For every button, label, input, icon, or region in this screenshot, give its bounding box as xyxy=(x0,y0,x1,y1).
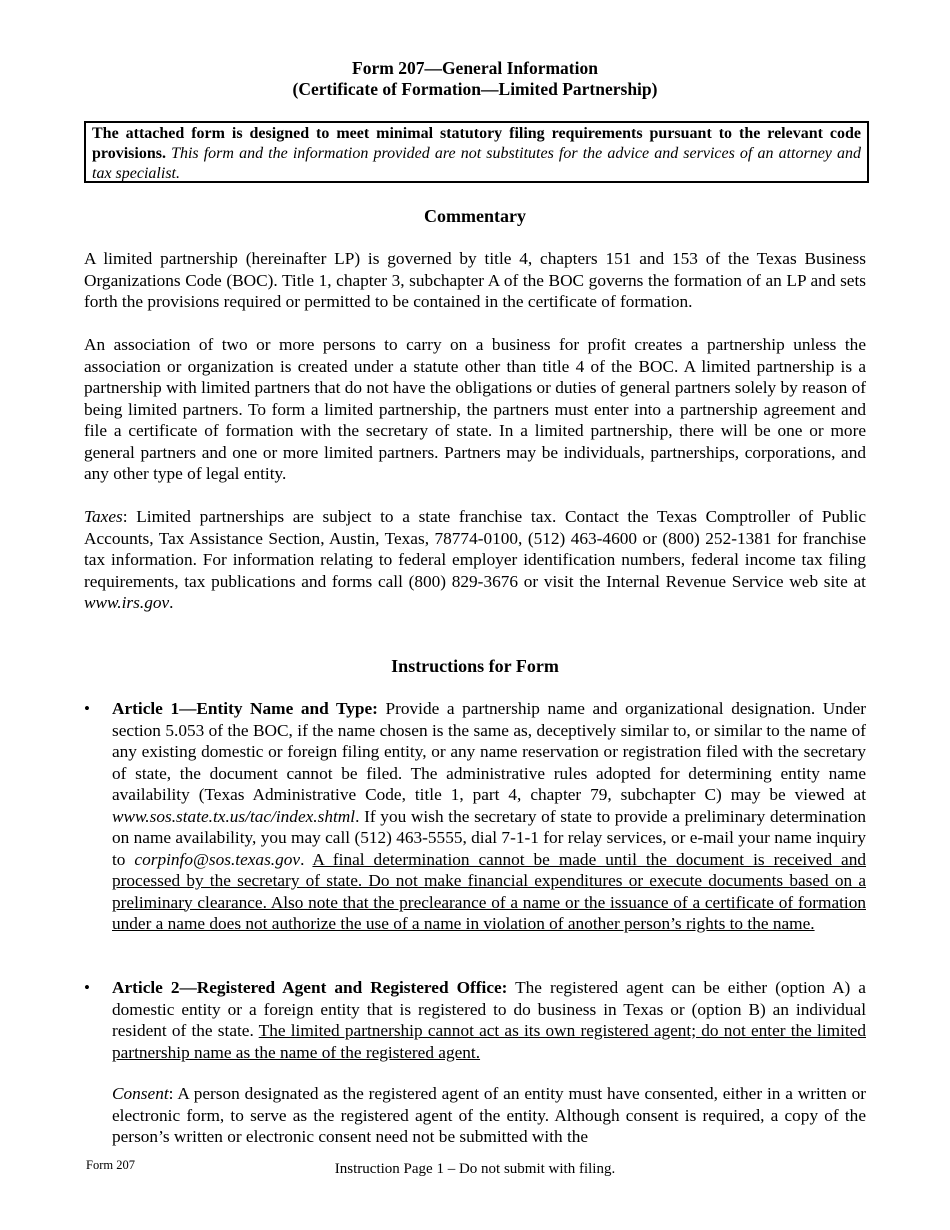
taxes-paragraph xyxy=(84,506,866,614)
article-1-body-3: . xyxy=(300,849,313,869)
taxes-label: Taxes xyxy=(84,507,123,526)
form-title-line1: Form 207—General Information xyxy=(352,58,598,78)
sos-tac-link[interactable]: www.sos.state.tx.us/tac/index.shtml xyxy=(112,806,356,826)
article-1-text xyxy=(112,698,866,935)
article-2-title: Article 2—Registered Agent and Registered Office: xyxy=(112,978,508,997)
article-2-underlined-notice: The limited partnership cannot act as its own registered agent; do not enter the limited partnership name as the name of the registered agent. xyxy=(112,1021,866,1062)
consent-paragraph xyxy=(112,1083,866,1148)
consent-label: Consent xyxy=(112,1084,169,1103)
commentary-paragraph-2: An association of two or more persons to carry on a business for profit creates a partnership unless the association or organization is created under a statute other than title 4 of the BOC. A limited partnership is a partnership with limited partners that do not have the obligations or duties of general partners solely by reason of being limited partners. To form a limited partnership, the partners must enter into a partnership agreement and file a certificate of formation with the secretary of state. In a limited partnership, there will be one or more general partners and one or more limited partners. Partners may be individuals, partnerships, corporations, and any other type of legal entity. xyxy=(84,335,866,483)
article-1-underlined-notice: A final determination cannot be made until the document is received and processed by the secretary of state. Do not make financial expenditures or execute documents based on a preliminary clearance. Also note that the preclearance of a name or the issuance of a certificate of formation under a name does not authorize the use of a name in violation of another person’s rights to the name. xyxy=(112,849,867,933)
commentary-paragraph-1: A limited partnership (hereinafter LP) is governed by title 4, chapters 151 and 153 of the Texas Business Organizations Code (BOC). Title 1, chapter 3, subchapter A of the BOC governs the formation of an LP and sets forth the provisions required or permitted to be contained in the certificate of formation. xyxy=(84,249,866,311)
article-2-body: The registered agent can be either (option A) a domestic entity or a foreign entity that is registered to do business in Texas or (option B) an individual resident of the state. xyxy=(112,978,866,1040)
bullet-icon: • xyxy=(84,699,90,718)
corpinfo-email-link[interactable]: corpinfo@sos.texas.gov xyxy=(134,849,301,869)
footer-form-number: Form 207 xyxy=(86,1158,135,1172)
article-1-body-2: . If you wish the secretary of state to provide a preliminary determination on name availability, you may call (512) 463-5555, dial 7-1-1 for relay services, or e-mail your name inquiry to xyxy=(112,806,866,869)
notice-box xyxy=(84,121,869,183)
taxes-end: . xyxy=(169,593,174,612)
article-1-title: Article 1—Entity Name and Type: xyxy=(112,699,378,718)
instructions-heading: Instructions for Form xyxy=(391,656,559,676)
notice-bold-text: The attached form is designed to meet minimal statutory filing requirements pursuant to the relevant code provisions. xyxy=(92,125,861,162)
commentary-heading: Commentary xyxy=(424,206,526,226)
consent-text: : A person designated as the registered agent of an entity must have consented, either in a written or electronic form, to serve as the registered agent of the entity. Although consent is required, a copy of the person’s written or electronic consent need not be submitted with the xyxy=(112,1084,866,1146)
notice-italic-text: This form and the information provided are not substitutes for the advice and services of an attorney and tax specialist. xyxy=(92,145,861,182)
form-title-line2: (Certificate of Formation—Limited Partnership) xyxy=(292,79,658,99)
taxes-text: : Limited partnerships are subject to a state franchise tax. Contact the Texas Comptroller of Public Accounts, Tax Assistance Section, Austin, Texas, 78774-0100, (512) 463-4600 or (800) 252-1381 for franchise tax information. For information relating to federal employer identification numbers, federal income tax filing requirements, tax publications and forms call (800) 829-3676 or visit the Internal Revenue Service web site at xyxy=(84,507,866,591)
footer-page-label: Instruction Page 1 – Do not submit with filing. xyxy=(334,1161,616,1177)
irs-link[interactable]: www.irs.gov xyxy=(84,593,170,612)
bullet-icon: • xyxy=(84,978,90,997)
article-1-body-1: Provide a partnership name and organizational designation. Under section 5.053 of the BOC, if the name chosen is the same as, deceptively similar to, or similar to the name of any existing domestic or foreign filing entity, or any name reservation or registration filed with the secretary of state, the document cannot be filed. The administrative rules adopted for determining entity name availability (Texas Administrative Code, title 1, part 4, chapter 79, subchapter C) may be viewed at xyxy=(112,699,866,804)
article-2-text xyxy=(112,977,866,1063)
